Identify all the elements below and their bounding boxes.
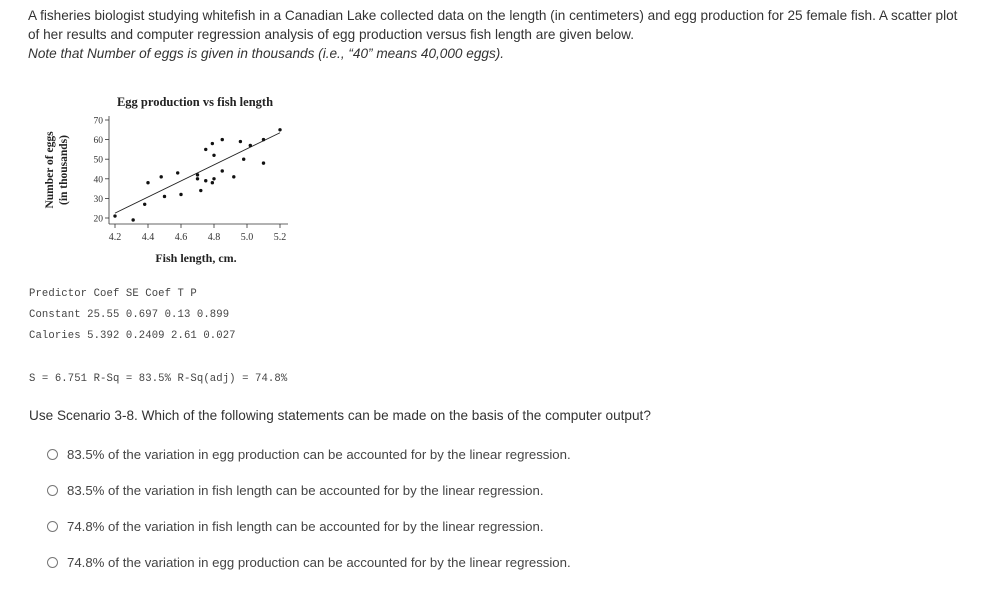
question-text: Use Scenario 3-8. Which of the following statements can be made on the basis of the computer output? bbox=[29, 408, 651, 423]
intro-line-1: A fisheries biologist studying whitefish in a Canadian Lake collected data on the length (in centimeters) and egg production for 25 female fish. A scatter plot bbox=[28, 8, 958, 23]
data-point bbox=[179, 193, 182, 196]
chart-title: Egg production vs fish length bbox=[116, 95, 274, 109]
data-point bbox=[221, 169, 224, 172]
y-tick-label: 70 bbox=[93, 116, 103, 127]
answer-option-4[interactable] bbox=[47, 552, 571, 588]
y-tick-label: 60 bbox=[93, 136, 103, 147]
data-point bbox=[211, 181, 214, 184]
data-point bbox=[143, 203, 146, 206]
x-tick-label: 4.6 bbox=[174, 232, 188, 243]
radio-button-2[interactable] bbox=[47, 485, 58, 496]
y-axis-label-line-1: Number of eggs bbox=[44, 131, 56, 209]
regression-line bbox=[115, 133, 280, 213]
data-point bbox=[204, 148, 207, 151]
data-point bbox=[131, 218, 134, 221]
data-point bbox=[212, 177, 215, 180]
y-axis-label-line-2: (in thousands) bbox=[58, 135, 70, 205]
data-point bbox=[232, 175, 235, 178]
x-tick-label: 4.2 bbox=[108, 232, 122, 243]
scatter-chart-svg bbox=[38, 90, 298, 270]
answer-option-label: 74.8% of the variation in fish length can be accounted for by the linear regression. bbox=[67, 518, 544, 534]
data-point bbox=[242, 158, 245, 161]
y-tick-label: 50 bbox=[93, 155, 103, 166]
data-point bbox=[262, 138, 265, 141]
radio-button-3[interactable] bbox=[47, 521, 58, 532]
answer-option-2[interactable] bbox=[47, 480, 571, 516]
answer-option-3[interactable] bbox=[47, 516, 571, 552]
radio-button-4[interactable] bbox=[47, 557, 58, 568]
data-point bbox=[249, 144, 252, 147]
intro-line-2: of her results and computer regression analysis of egg production versus fish length are given below. bbox=[28, 27, 635, 42]
data-point bbox=[221, 138, 224, 141]
regression-summary: S = 6.751 R-Sq = 83.5% R-Sq(adj) = 74.8% bbox=[29, 373, 288, 385]
data-point bbox=[163, 195, 166, 198]
data-point bbox=[113, 214, 116, 217]
y-tick-label: 30 bbox=[93, 194, 103, 205]
data-point bbox=[278, 128, 281, 131]
x-tick-label: 4.8 bbox=[207, 232, 221, 243]
data-point bbox=[211, 142, 214, 145]
y-tick-label: 40 bbox=[93, 175, 103, 186]
data-point bbox=[204, 179, 207, 182]
data-point bbox=[239, 140, 242, 143]
x-tick-label: 5.2 bbox=[273, 232, 287, 243]
y-tick-label: 20 bbox=[93, 214, 103, 225]
answer-option-label: 74.8% of the variation in egg production can be accounted for by the linear regression. bbox=[67, 554, 571, 570]
plot-area bbox=[94, 116, 289, 243]
answer-option-label: 83.5% of the variation in fish length can be accounted for by the linear regression. bbox=[67, 482, 544, 498]
x-axis-label: Fish length, cm. bbox=[155, 251, 237, 265]
data-point bbox=[196, 177, 199, 180]
answer-option-label: 83.5% of the variation in egg production can be accounted for by the linear regression. bbox=[67, 446, 571, 462]
scenario-intro bbox=[28, 6, 988, 63]
data-point bbox=[176, 171, 179, 174]
x-tick-label: 4.4 bbox=[141, 232, 155, 243]
regression-row-calories: Calories 5.392 0.2409 2.61 0.027 bbox=[29, 330, 236, 342]
regression-header: Predictor Coef SE Coef T P bbox=[29, 288, 197, 300]
regression-row-constant: Constant 25.55 0.697 0.13 0.899 bbox=[29, 309, 230, 321]
scatter-chart bbox=[38, 90, 298, 270]
data-point bbox=[262, 161, 265, 164]
x-tick-label: 5.0 bbox=[240, 232, 254, 243]
radio-button-1[interactable] bbox=[47, 449, 58, 460]
data-point bbox=[196, 173, 199, 176]
data-point bbox=[160, 175, 163, 178]
data-point bbox=[199, 189, 202, 192]
data-point bbox=[146, 181, 149, 184]
intro-note: Note that Number of eggs is given in thousands (i.e., “40” means 40,000 eggs). bbox=[28, 46, 505, 61]
answer-options bbox=[47, 444, 571, 588]
data-point bbox=[212, 154, 215, 157]
answer-option-1[interactable] bbox=[47, 444, 571, 480]
